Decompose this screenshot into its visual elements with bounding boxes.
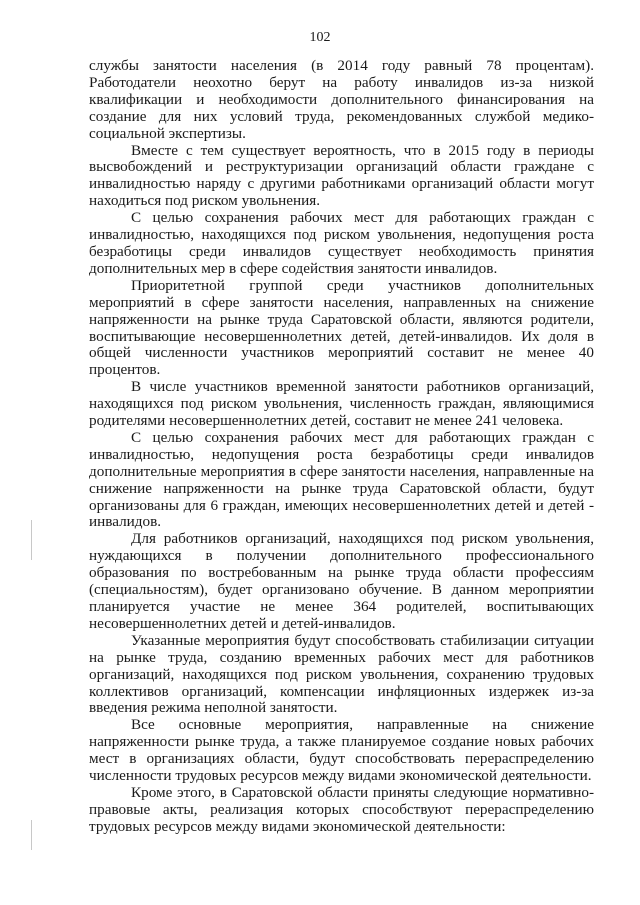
paragraph: В числе участников временной занятости работников организаций, находящихся под риском увольнения, численность граждан, являющимися родителями несовершеннолетних детей, составит не менее 241 человека. xyxy=(89,378,594,430)
scan-edge-mark xyxy=(31,820,32,850)
paragraph: С целью сохранения рабочих мест для работающих граждан с инвалидностью, недопущения роста безработицы среди инвалидов дополнительные мероприятия в сфере занятости населения, направленные на снижение напряженности на рынке труда Саратовской области, будут организованы для 6 граждан, имеющих несовершеннолетних детей и детей - инвалидов. xyxy=(89,428,594,531)
page-number: 102 xyxy=(309,30,331,45)
scan-edge-mark xyxy=(31,520,32,560)
paragraph: Все основные мероприятия, направленные на снижение напряженности рынке труда, а также планируемое создание новых рабочих мест в организациях области, будут способствовать перераспределению численности трудовых ресурсов между видами экономической деятельности. xyxy=(89,716,594,785)
paragraph: службы занятости населения (в 2014 году равный 78 процентам). Работодатели неохотно берут на работу инвалидов из-за низкой квалификации и необходимости дополнительного финансирования на создание для них условий труда, рекомендованных службой медико-социальной экспертизы. xyxy=(89,57,594,142)
paragraph: Для работников организаций, находящихся под риском увольнения, нуждающихся в получении дополнительного профессионального образования по востребованным на рынке труда области профессиям (специальностям), будет организовано обучение. В данном мероприятии планируется участие не менее 364 родителей, воспитывающих несовершеннолетних детей и детей-инвалидов. xyxy=(89,530,594,632)
paragraph: Кроме этого, в Саратовской области приняты следующие нормативно-правовые акты, реализация которых способствуют перераспределению трудовых ресурсов между видами экономической деятельности: xyxy=(89,783,594,835)
paragraph: Указанные мероприятия будут способствовать стабилизации ситуации на рынке труда, созданию временных рабочих мест для работников организаций, находящихся под риском увольнения, сохранению трудовых коллективов организаций, компенсации инфляционных издержек из-за введения режима неполной занятости. xyxy=(89,631,594,717)
paragraph: Вместе с тем существует вероятность, что в 2015 году в периоды высвобождений и реструктуризации организаций области граждане с инвалидностью наряду с другими работниками организаций области могут находиться под риском увольнения. xyxy=(89,141,594,210)
paragraph: Приоритетной группой среди участников дополнительных мероприятий в сфере занятости населения, направленных на снижение напряженности на рынке труда Саратовской области, являются родители, воспитывающие несовершеннолетних детей, детей-инвалидов. Их доля в общей численности участников мероприятий составит не менее 40 процентов. xyxy=(89,276,594,379)
paragraph: С целью сохранения рабочих мест для работающих граждан с инвалидностью, находящихся под риском увольнения, недопущения роста безработицы среди инвалидов существует необходимость принятия дополнительных мер в сфере содействия занятости инвалидов. xyxy=(89,209,594,277)
document-body xyxy=(89,58,594,836)
